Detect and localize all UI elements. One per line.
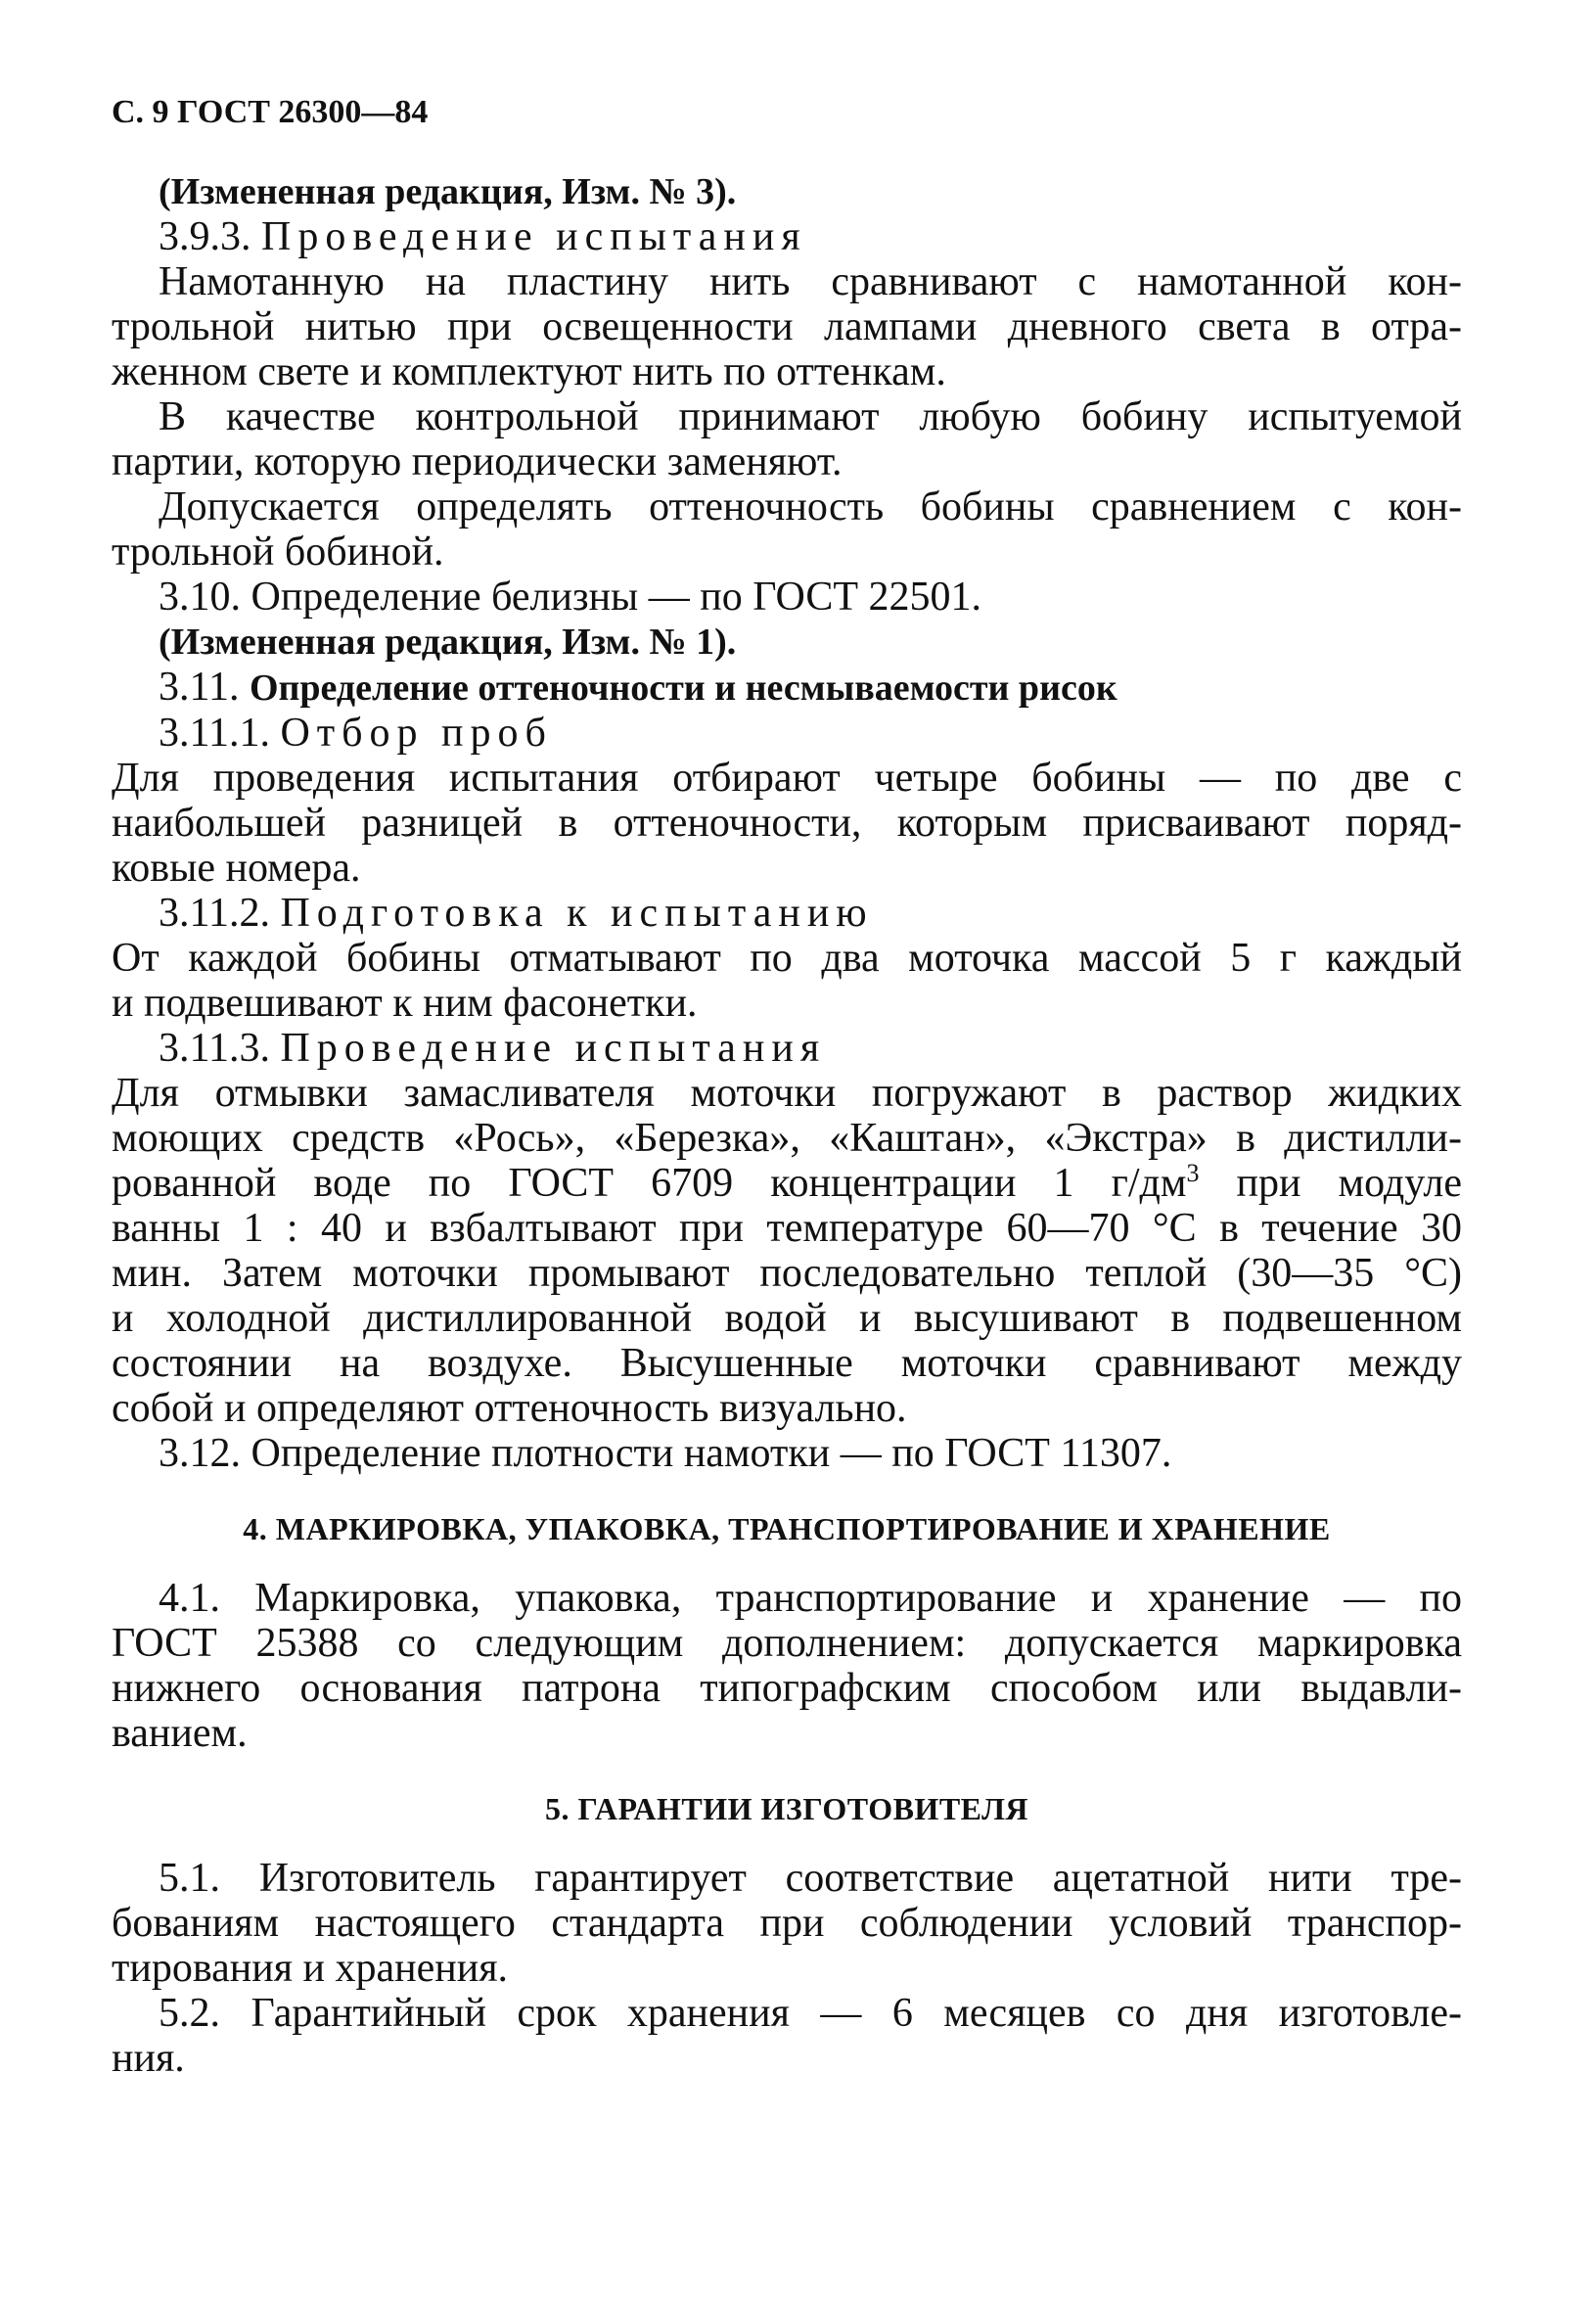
section-5-title: 5. ГАРАНТИИ ИЗГОТОВИТЕЛЯ [544, 1791, 1029, 1826]
section-4-title: 4. МАРКИРОВКА, УПАКОВКА, ТРАНСПОРТИРОВАНИЕ И ХРАНЕНИЕ [243, 1511, 1331, 1546]
paragraph-shade-comparison: Допускается определять оттеночность бобины сравнением с кон- трольной бобиной. [112, 484, 1462, 575]
heading-3-11-3: 3.11.3. Проведение испытания [159, 1026, 827, 1071]
heading-3-9-3: 3.9.3. Проведение испытания [159, 214, 807, 259]
amendment-note-3: (Измененная редакция, Изм. № 3). [159, 171, 737, 212]
page-header: С. 9 ГОСТ 26300—84 [112, 94, 429, 130]
heading-3-11-2: 3.11.2. Подготовка к испытанию [159, 891, 874, 936]
paragraph-5-1: 5.1. Изготовитель гарантирует соответствие ацетатной нити тре- бованиям настоящего стандарта при соблюдении условий транспор- тирования и хранения. [112, 1856, 1462, 1991]
paragraph-control-bobbin: В качестве контрольной принимают любую бобину испытуемой партии, которую периодически заменяют. [112, 394, 1462, 484]
paragraph-washing: Для отмывки замасливателя моточки погружают в раствор жидких моющих средств «Рось», «Березка», «Каштан», «Экстра» в дистилли- рованной воде по ГОСТ 6709 концентрации 1 $г/дм^3$ при модуле ванны 1 : 40 и взбалтывают при температуре 60—70 °С в течение 30 мин. Затем моточки промывают последовательно теплой (30—35 °С) и холодной дистиллированной водой и высушивают в подвешенном состоянии на воздухе. Высушенные моточки сравнивают между собой и определяют оттеночность визуально. [112, 1071, 1462, 1431]
paragraph-test-procedure: Намотанную на пластину нить сравнивают с намотанной кон- трольной нитью при освещенности лампами дневного света в отра- женном свете и комплектуют нить по оттенкам. [112, 259, 1462, 394]
amendment-note-1: (Измененная редакция, Изм. № 1). [159, 622, 737, 663]
paragraph-3-12: 3.12. Определение плотности намотки — по ГОСТ 11307. [159, 1431, 1172, 1476]
paragraph-5-2: 5.2. Гарантийный срок хранения — 6 месяцев со дня изготовле- ния. [112, 1991, 1462, 2081]
paragraph-sampling: Для проведения испытания отбирают четыре бобины — по две с наибольшей разницей в оттеночности, которым присваивают поряд- ковые номера. [112, 756, 1462, 891]
heading-3-11-1: 3.11.1. Отбор проб [159, 711, 553, 756]
paragraph-4-1: 4.1. Маркировка, упаковка, транспортирование и хранение — по ГОСТ 25388 со следующим дополнением: допускается маркировка нижнего основания патрона типографским способом или выдавли- ванием. [112, 1576, 1462, 1756]
document-page [112, 93, 1462, 2081]
paragraph-3-10: 3.10. Определение белизны — по ГОСТ 22501. [159, 575, 982, 620]
heading-3-11: 3.11. Определение оттеночности и несмываемости рисок [159, 665, 1117, 710]
paragraph-preparation: От каждой бобины отматывают по два моточка массой 5 г каждый и подвешивают к ним фасонетки. [112, 936, 1462, 1026]
line-with-superscript: рованной воде по ГОСТ 6709 концентрации 1 $г/дм^3$ при модуле [112, 1159, 1462, 1206]
